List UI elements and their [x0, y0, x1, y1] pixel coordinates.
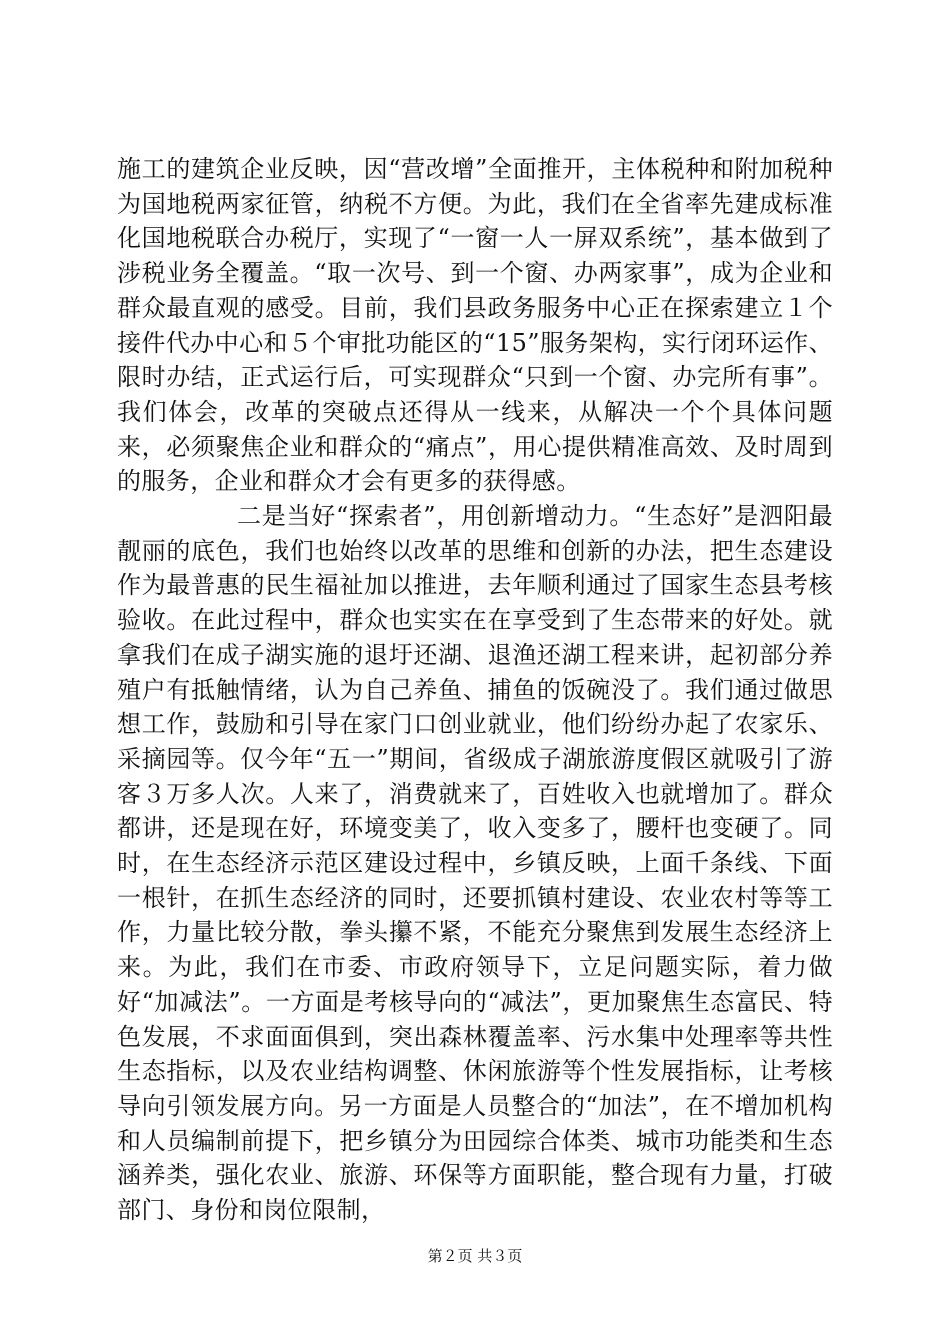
paragraph-continuation: 施工的建筑企业反映，因“营改增”全面推开，主体税种和附加税种为国地税两家征管，纳税不方便。为此，我们在全省率先建成标准化国地税联合办税厅，实现了“一窗一人一屏双系统”，基本做到了涉税业务全覆盖。“取一次号、到一个窗、办两家事”，成为企业和群众最直观的感受。目前，我们县政务服务中心正在探索建立１个接件代办中心和５个审批功能区的“15”服务架构，实行闭环运作、限时办结，正式运行后，可实现群众“只到一个窗、办完所有事”。我们体会，改革的突破点还得从一线来，从解决一个个具体问题来，必须聚焦企业和群众的“痛点”，用心提供精准高效、及时周到的服务，企业和群众才会有更多的获得感。: [117, 155, 833, 496]
document-body: [117, 152, 833, 1228]
paragraph-second-point: 二是当好“探索者”，用创新增动力。“生态好”是泗阳最靓丽的底色，我们也始终以改革的思维和创新的办法，把生态建设作为最普惠的民生福祉加以推进，去年顺利通过了国家生态县考核验收。在此过程中，群众也实实在在享受到了生态带来的好处。就拿我们在成子湖实施的退圩还湖、退渔还湖工程来讲，起初部分养殖户有抵触情绪，认为自己养鱼、捕鱼的饭碗没了。我们通过做思想工作，鼓励和引导在家门口创业就业，他们纷纷办起了农家乐、采摘园等。仅今年“五一”期间，省级成子湖旅游度假区就吸引了游客３万多人次。人来了，消费就来了，百姓收入也就增加了。群众都讲，还是现在好，环境变美了，收入变多了，腰杆也变硬了。同时，在生态经济示范区建设过程中，乡镇反映，上面千条线、下面一根针，在抓生态经济的同时，还要抓镇村建设、农业农村等等工作，力量比较分散，拳头攥不紧，不能充分聚焦到发展生态经济上来。为此，我们在市委、市政府领导下，立足问题实际，着力做好“加减法”。一方面是考核导向的“减法”，更加聚焦生态富民、特色发展，不求面面俱到，突出森林覆盖率、污水集中处理率等共性生态指标，以及农业结构调整、休闲旅游等个性发展指标，让考核导向引领发展方向。另一方面是人员整合的“加法”，在不增加机构和人员编制前提下，把乡镇分为田园综合体类、城市功能类和生态涵养类，强化农业、旅游、环保等方面职能，整合现有力量，打破部门、身份和岗位限制，: [117, 502, 833, 1225]
page-footer: 第２页 共３页: [427, 1247, 523, 1265]
